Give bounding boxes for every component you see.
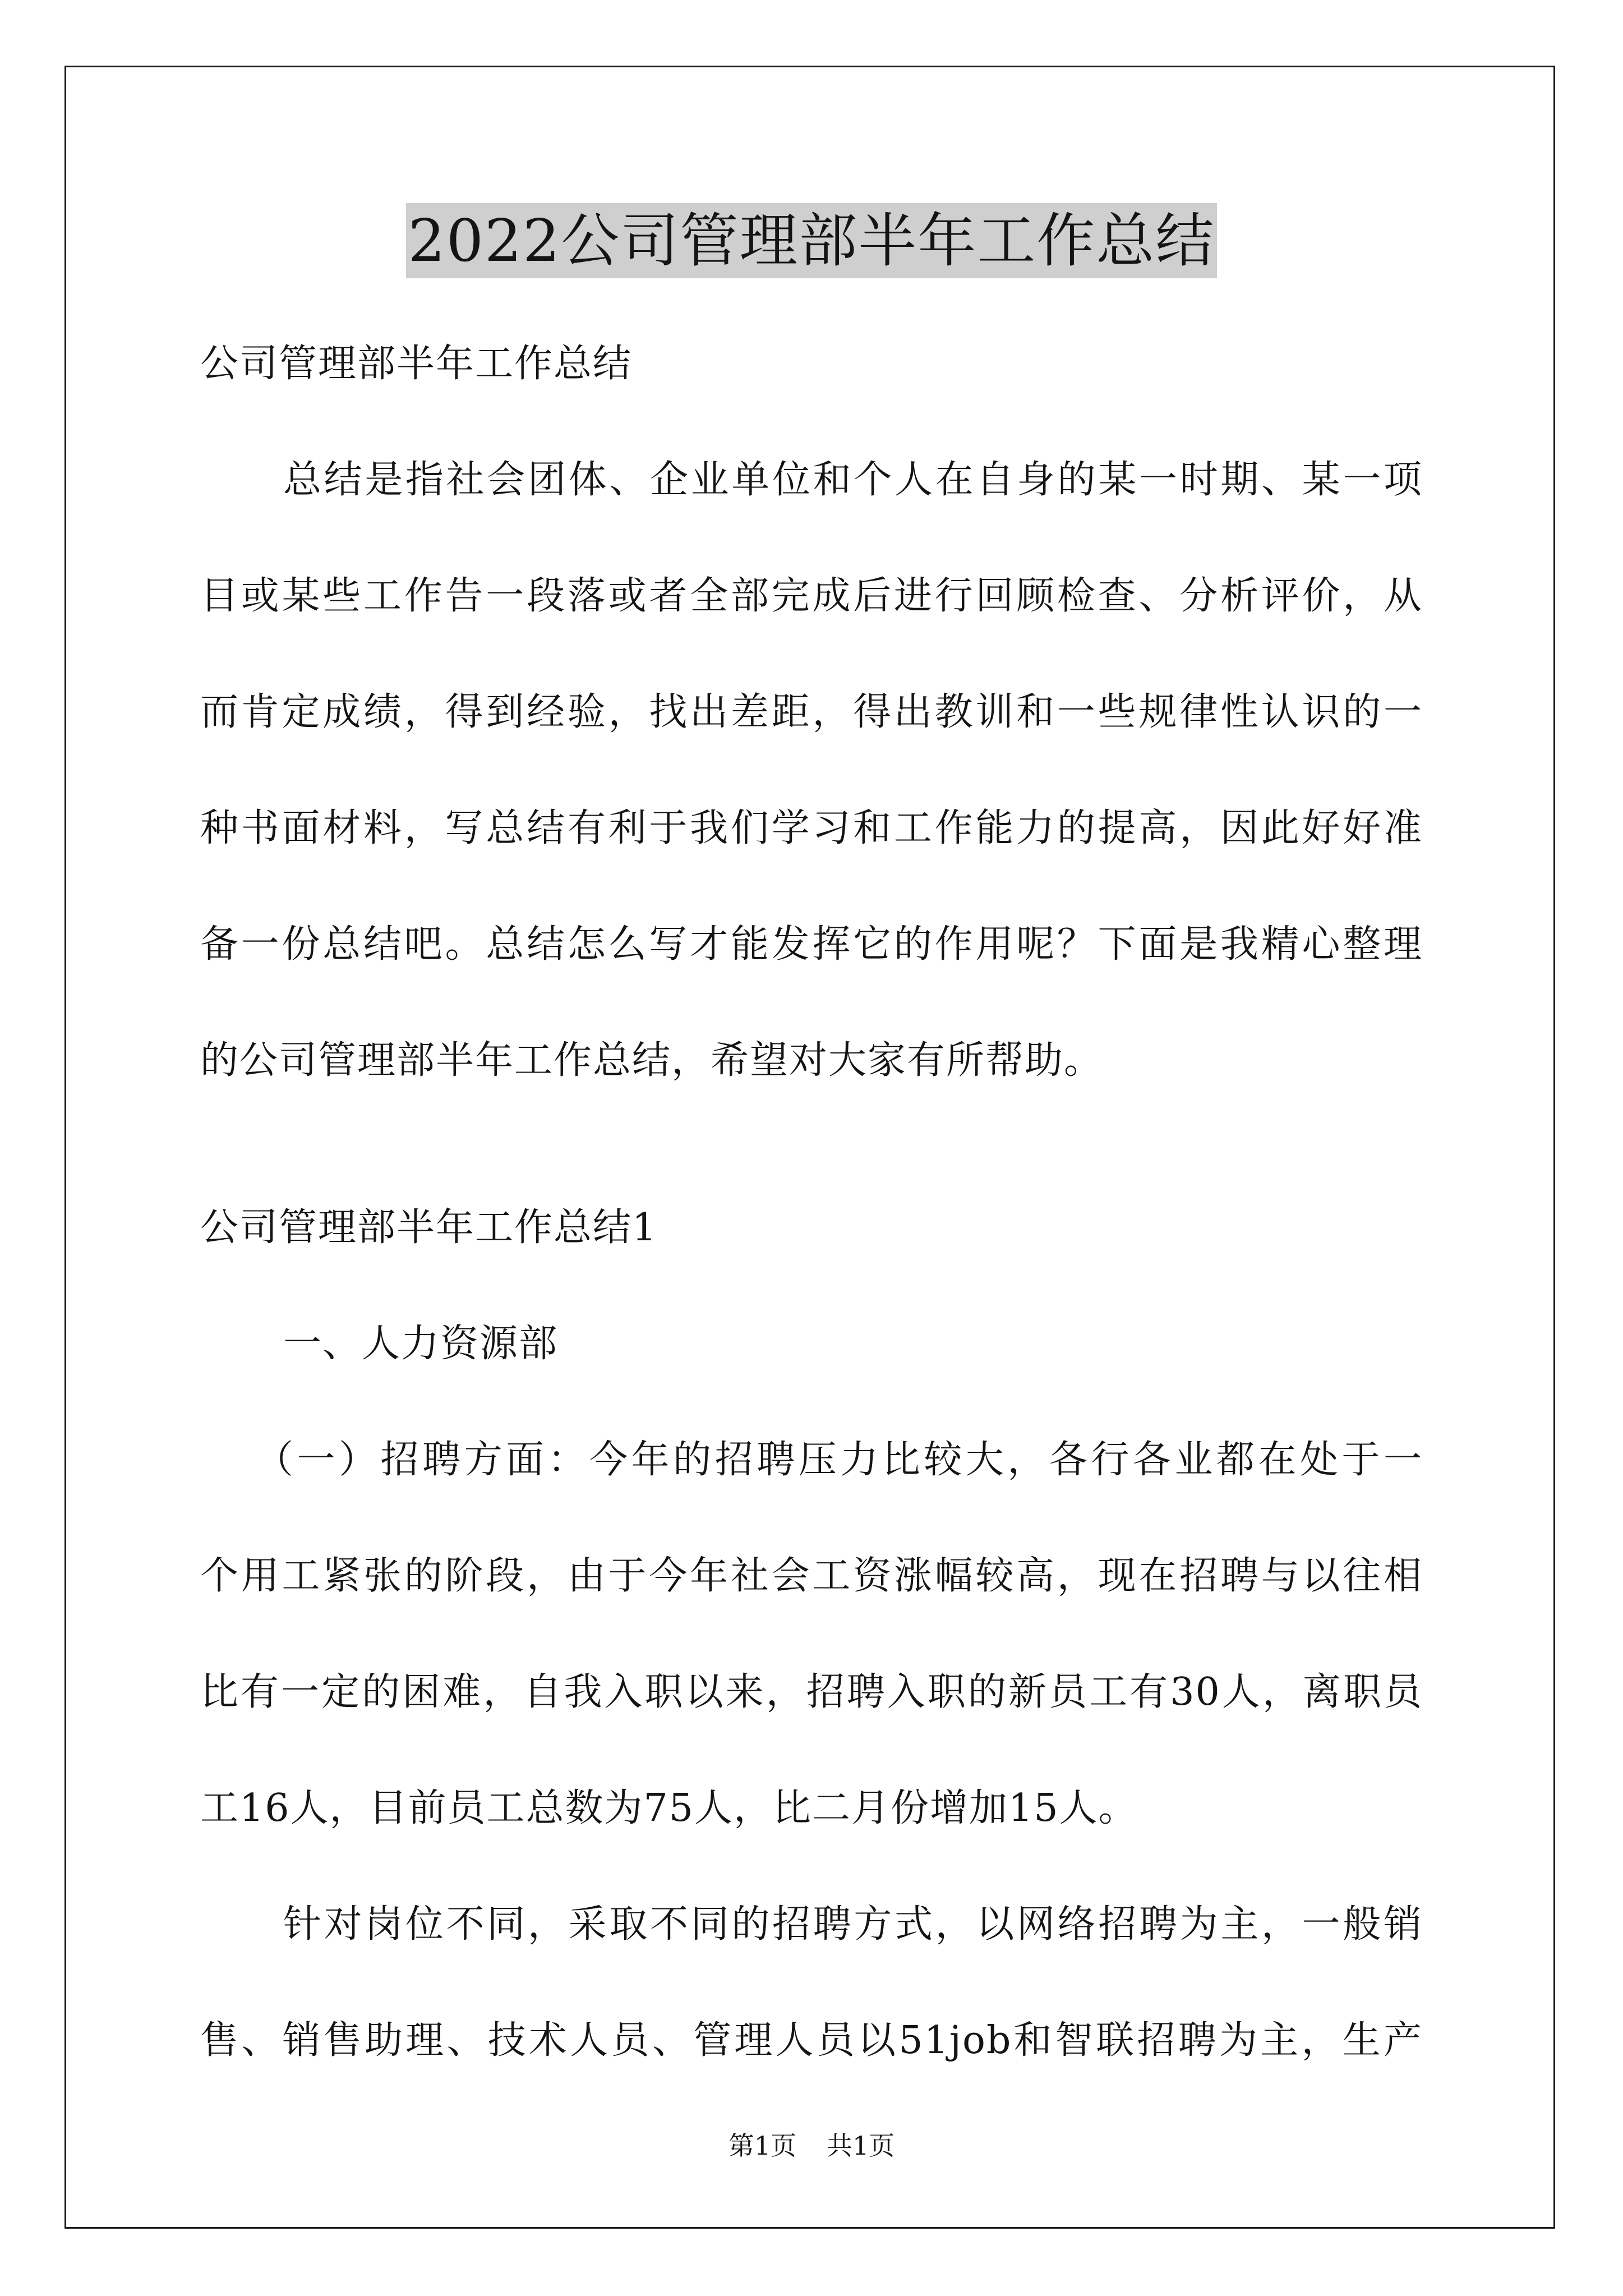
paragraph-line: 种书面材料，写总结有利于我们学习和工作能力的提高，因此好好准 — [200, 806, 1423, 850]
paragraph-line: 比有一定的困难，自我入职以来，招聘入职的新员工有30人，离职员 — [200, 1670, 1423, 1714]
paragraph-line: 备一份总结吧。总结怎么写才能发挥它的作用呢？下面是我精心整理 — [200, 922, 1423, 967]
paragraph-line: 售、销售助理、技术人员、管理人员以51job和智联招聘为主，生产 — [200, 2018, 1423, 2063]
paragraph-line: 针对岗位不同，采取不同的招聘方式，以网络招聘为主，一般销 — [283, 1902, 1423, 1947]
paragraph-line: 工16人，目前员工总数为75人，比二月份增加15人。 — [200, 1786, 1138, 1830]
paragraph-line: 的公司管理部半年工作总结，希望对大家有所帮助。 — [200, 1038, 1104, 1083]
page-number: 第1页 — [728, 2131, 796, 2161]
subtitle-line: 公司管理部半年工作总结 — [200, 342, 633, 386]
paragraph-line: （一）招聘方面：今年的招聘压力比较大，各行各业都在处于一 — [255, 1438, 1423, 1482]
subsection-heading: 一、人力资源部 — [283, 1322, 559, 1366]
paragraph-line: 总结是指社会团体、企业单位和个人在自身的某一时期、某一项 — [283, 458, 1423, 502]
document-title: 2022公司管理部半年工作总结 — [406, 203, 1218, 278]
section-heading: 公司管理部半年工作总结1 — [200, 1205, 658, 1250]
paragraph-line: 目或某些工作告一段落或者全部完成后进行回顾检查、分析评价，从 — [200, 574, 1423, 618]
paragraph-line: 而肯定成绩，得到经验，找出差距，得出教训和一些规律性认识的一 — [200, 690, 1423, 734]
page-footer — [0, 2129, 1623, 2162]
title-block — [0, 203, 1623, 278]
page-total: 共1页 — [827, 2131, 895, 2161]
paragraph-line: 个用工紧张的阶段，由于今年社会工资涨幅较高，现在招聘与以往相 — [200, 1554, 1423, 1598]
